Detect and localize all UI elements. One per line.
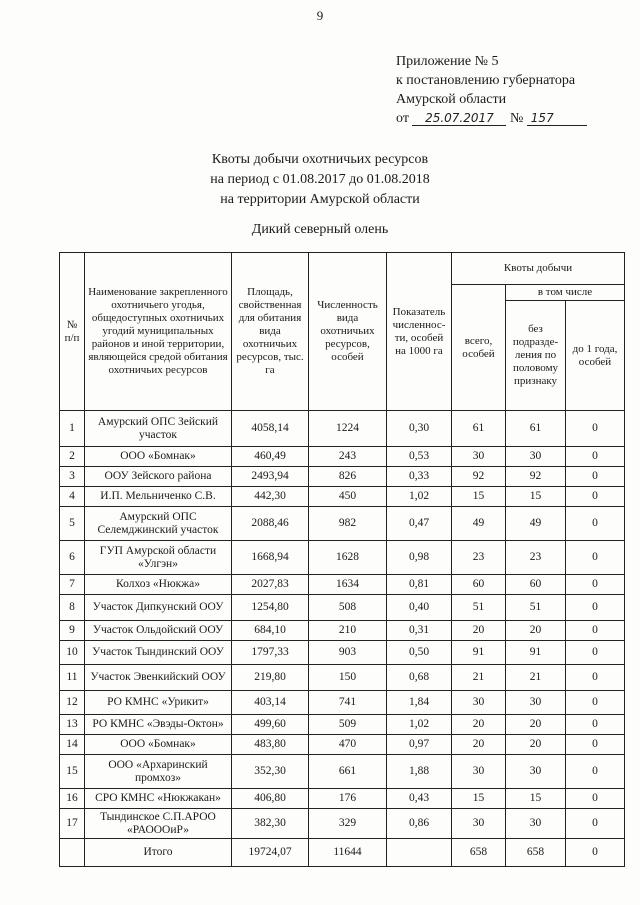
row-population: 1224 bbox=[309, 411, 387, 447]
appendix-decree: к постановлению губернатора bbox=[396, 73, 576, 88]
row-no-sex: 49 bbox=[506, 507, 566, 541]
total-total: 658 bbox=[452, 839, 506, 867]
table-row bbox=[60, 691, 625, 715]
row-total: 51 bbox=[452, 595, 506, 621]
row-name: ООО «Бомнак» bbox=[85, 735, 232, 755]
row-population: 450 bbox=[309, 487, 387, 507]
row-name: СРО КМНС «Нюкжакан» bbox=[85, 789, 232, 809]
row-number: 7 bbox=[60, 575, 85, 595]
table-row bbox=[60, 789, 625, 809]
row-population: 741 bbox=[309, 691, 387, 715]
total-row bbox=[60, 839, 625, 867]
table-row bbox=[60, 641, 625, 665]
row-indicator: 0,81 bbox=[387, 575, 452, 595]
row-area: 684,10 bbox=[232, 621, 309, 641]
row-under-one: 0 bbox=[566, 665, 625, 691]
species-subtitle: Дикий северный олень bbox=[251, 222, 389, 237]
row-total: 30 bbox=[452, 447, 506, 467]
number-prefix: № bbox=[509, 111, 524, 126]
row-population: 508 bbox=[309, 595, 387, 621]
row-number: 12 bbox=[60, 691, 85, 715]
table-row bbox=[60, 735, 625, 755]
row-under-one: 0 bbox=[566, 411, 625, 447]
row-number: 13 bbox=[60, 715, 85, 735]
row-total: 20 bbox=[452, 735, 506, 755]
row-under-one: 0 bbox=[566, 789, 625, 809]
header-under-one: до 1 года, особей bbox=[566, 301, 625, 411]
row-number: 14 bbox=[60, 735, 85, 755]
row-indicator: 0,40 bbox=[387, 595, 452, 621]
table-row bbox=[60, 595, 625, 621]
row-name: РО КМНС «Эвэды-Октон» bbox=[85, 715, 232, 735]
row-indicator: 1,88 bbox=[387, 755, 452, 789]
header-number: № п/п bbox=[60, 253, 85, 411]
row-area: 1668,94 bbox=[232, 541, 309, 575]
row-number: 16 bbox=[60, 789, 85, 809]
table-row bbox=[60, 575, 625, 595]
header-population: Численность вида охотничьих ресурсов, особей bbox=[309, 253, 387, 411]
row-total: 30 bbox=[452, 691, 506, 715]
row-under-one: 0 bbox=[566, 487, 625, 507]
table-row bbox=[60, 621, 625, 641]
row-total: 92 bbox=[452, 467, 506, 487]
row-under-one: 0 bbox=[566, 755, 625, 789]
row-name: Амурский ОПС Зейский участок bbox=[85, 411, 232, 447]
row-indicator: 0,33 bbox=[387, 467, 452, 487]
total-number bbox=[60, 839, 85, 867]
appendix-block bbox=[396, 52, 587, 128]
row-under-one: 0 bbox=[566, 691, 625, 715]
row-area: 4058,14 bbox=[232, 411, 309, 447]
handwritten-number: 157 bbox=[527, 111, 587, 126]
row-total: 20 bbox=[452, 621, 506, 641]
row-name: Участок Эвенкийский ООУ bbox=[85, 665, 232, 691]
total-indicator bbox=[387, 839, 452, 867]
row-name: ГУП Амурской области «Улгэн» bbox=[85, 541, 232, 575]
row-number: 3 bbox=[60, 467, 85, 487]
total-area: 19724,07 bbox=[232, 839, 309, 867]
row-no-sex: 23 bbox=[506, 541, 566, 575]
row-under-one: 0 bbox=[566, 541, 625, 575]
row-no-sex: 20 bbox=[506, 621, 566, 641]
table-row bbox=[60, 715, 625, 735]
total-label: Итого bbox=[85, 839, 232, 867]
header-total: всего, особей bbox=[452, 285, 506, 411]
row-no-sex: 15 bbox=[506, 789, 566, 809]
row-under-one: 0 bbox=[566, 595, 625, 621]
row-population: 1634 bbox=[309, 575, 387, 595]
row-under-one: 0 bbox=[566, 621, 625, 641]
row-population: 982 bbox=[309, 507, 387, 541]
row-no-sex: 20 bbox=[506, 735, 566, 755]
table-row bbox=[60, 507, 625, 541]
document-title bbox=[0, 150, 640, 210]
appendix-region: Амурской области bbox=[396, 92, 507, 107]
row-number: 1 bbox=[60, 411, 85, 447]
row-no-sex: 30 bbox=[506, 447, 566, 467]
row-area: 2027,83 bbox=[232, 575, 309, 595]
row-number: 17 bbox=[60, 809, 85, 839]
row-number: 5 bbox=[60, 507, 85, 541]
row-population: 903 bbox=[309, 641, 387, 665]
row-name: Амурский ОПС Селемджинский участок bbox=[85, 507, 232, 541]
row-no-sex: 60 bbox=[506, 575, 566, 595]
row-under-one: 0 bbox=[566, 735, 625, 755]
row-under-one: 0 bbox=[566, 715, 625, 735]
row-total: 21 bbox=[452, 665, 506, 691]
row-total: 30 bbox=[452, 755, 506, 789]
row-area: 1254,80 bbox=[232, 595, 309, 621]
table-row bbox=[60, 665, 625, 691]
row-name: Участок Тындинский ООУ bbox=[85, 641, 232, 665]
row-area: 483,80 bbox=[232, 735, 309, 755]
row-total: 61 bbox=[452, 411, 506, 447]
row-indicator: 0,98 bbox=[387, 541, 452, 575]
row-area: 219,80 bbox=[232, 665, 309, 691]
row-name: РО КМНС «Урикит» bbox=[85, 691, 232, 715]
appendix-title: Приложение № 5 bbox=[396, 54, 499, 69]
row-number: 2 bbox=[60, 447, 85, 467]
table-row bbox=[60, 447, 625, 467]
row-population: 210 bbox=[309, 621, 387, 641]
row-area: 2088,46 bbox=[232, 507, 309, 541]
row-number: 4 bbox=[60, 487, 85, 507]
table-row bbox=[60, 809, 625, 839]
row-indicator: 0,86 bbox=[387, 809, 452, 839]
row-area: 442,30 bbox=[232, 487, 309, 507]
row-name: ООО «Архаринский промхоз» bbox=[85, 755, 232, 789]
row-total: 15 bbox=[452, 789, 506, 809]
row-name: И.П. Мельниченко С.В. bbox=[85, 487, 232, 507]
row-under-one: 0 bbox=[566, 447, 625, 467]
row-under-one: 0 bbox=[566, 809, 625, 839]
quota-table-body bbox=[60, 411, 625, 867]
row-indicator: 0,50 bbox=[387, 641, 452, 665]
row-area: 403,14 bbox=[232, 691, 309, 715]
row-total: 49 bbox=[452, 507, 506, 541]
row-population: 826 bbox=[309, 467, 387, 487]
row-no-sex: 21 bbox=[506, 665, 566, 691]
row-population: 329 bbox=[309, 809, 387, 839]
row-indicator: 0,43 bbox=[387, 789, 452, 809]
row-under-one: 0 bbox=[566, 641, 625, 665]
row-indicator: 1,02 bbox=[387, 715, 452, 735]
row-area: 352,30 bbox=[232, 755, 309, 789]
row-total: 20 bbox=[452, 715, 506, 735]
row-no-sex: 15 bbox=[506, 487, 566, 507]
row-no-sex: 20 bbox=[506, 715, 566, 735]
row-number: 9 bbox=[60, 621, 85, 641]
row-number: 8 bbox=[60, 595, 85, 621]
title-line-2: на период с 01.08.2017 до 01.08.2018 bbox=[210, 172, 430, 187]
table-row bbox=[60, 541, 625, 575]
handwritten-date: 25.07.2017 bbox=[412, 111, 506, 126]
row-population: 243 bbox=[309, 447, 387, 467]
row-total: 23 bbox=[452, 541, 506, 575]
row-indicator: 0,97 bbox=[387, 735, 452, 755]
row-indicator: 1,02 bbox=[387, 487, 452, 507]
row-under-one: 0 bbox=[566, 467, 625, 487]
row-name: ООУ Зейского района bbox=[85, 467, 232, 487]
row-number: 6 bbox=[60, 541, 85, 575]
row-name: Тындинское С.П.АРОО «РАОООиР» bbox=[85, 809, 232, 839]
row-population: 1628 bbox=[309, 541, 387, 575]
row-indicator: 0,30 bbox=[387, 411, 452, 447]
row-number: 10 bbox=[60, 641, 85, 665]
header-indicator: Показатель численнос-ти, особей на 1000 га bbox=[387, 253, 452, 411]
table-row bbox=[60, 755, 625, 789]
header-quotas: Квоты добычи bbox=[452, 253, 625, 285]
table-row bbox=[60, 487, 625, 507]
appendix-date-row bbox=[396, 109, 587, 128]
header-area: Площадь, свойственная для обитания вида охотничьих ресурсов, тыс. га bbox=[232, 253, 309, 411]
header-name: Наименование закрепленного охотничьего угодья, общедоступных охотничьих угодий муниципальных районов и иной территории, являющейся средой обитания охотничьих ресурсов bbox=[85, 253, 232, 411]
row-total: 15 bbox=[452, 487, 506, 507]
row-under-one: 0 bbox=[566, 575, 625, 595]
quota-table bbox=[59, 252, 625, 867]
header-including: в том числе bbox=[506, 285, 625, 301]
total-population: 11644 bbox=[309, 839, 387, 867]
row-number: 11 bbox=[60, 665, 85, 691]
header-no-sex: без подразде-ления по половому признаку bbox=[506, 301, 566, 411]
row-no-sex: 30 bbox=[506, 755, 566, 789]
row-area: 460,49 bbox=[232, 447, 309, 467]
row-no-sex: 51 bbox=[506, 595, 566, 621]
row-indicator: 0,31 bbox=[387, 621, 452, 641]
row-indicator: 0,47 bbox=[387, 507, 452, 541]
row-population: 661 bbox=[309, 755, 387, 789]
total-no-sex: 658 bbox=[506, 839, 566, 867]
row-area: 1797,33 bbox=[232, 641, 309, 665]
row-name: Участок Ольдойский ООУ bbox=[85, 621, 232, 641]
row-no-sex: 30 bbox=[506, 691, 566, 715]
row-population: 176 bbox=[309, 789, 387, 809]
row-area: 406,80 bbox=[232, 789, 309, 809]
row-no-sex: 92 bbox=[506, 467, 566, 487]
row-no-sex: 91 bbox=[506, 641, 566, 665]
row-total: 60 bbox=[452, 575, 506, 595]
row-population: 150 bbox=[309, 665, 387, 691]
row-name: Участок Дипкунский ООУ bbox=[85, 595, 232, 621]
row-name: Колхоз «Нюкжа» bbox=[85, 575, 232, 595]
row-no-sex: 30 bbox=[506, 809, 566, 839]
row-total: 91 bbox=[452, 641, 506, 665]
row-indicator: 0,53 bbox=[387, 447, 452, 467]
row-area: 2493,94 bbox=[232, 467, 309, 487]
row-population: 470 bbox=[309, 735, 387, 755]
row-area: 382,30 bbox=[232, 809, 309, 839]
row-no-sex: 61 bbox=[506, 411, 566, 447]
date-prefix: от bbox=[396, 111, 409, 126]
row-number: 15 bbox=[60, 755, 85, 789]
title-line-3: на территории Амурской области bbox=[220, 192, 420, 207]
page-number: 9 bbox=[316, 8, 324, 23]
table-row bbox=[60, 467, 625, 487]
row-indicator: 1,84 bbox=[387, 691, 452, 715]
row-name: ООО «Бомнак» bbox=[85, 447, 232, 467]
total-under-one: 0 bbox=[566, 839, 625, 867]
table-row bbox=[60, 411, 625, 447]
title-line-1: Квоты добычи охотничьих ресурсов bbox=[211, 152, 429, 167]
row-indicator: 0,68 bbox=[387, 665, 452, 691]
row-total: 30 bbox=[452, 809, 506, 839]
row-under-one: 0 bbox=[566, 507, 625, 541]
row-population: 509 bbox=[309, 715, 387, 735]
row-area: 499,60 bbox=[232, 715, 309, 735]
